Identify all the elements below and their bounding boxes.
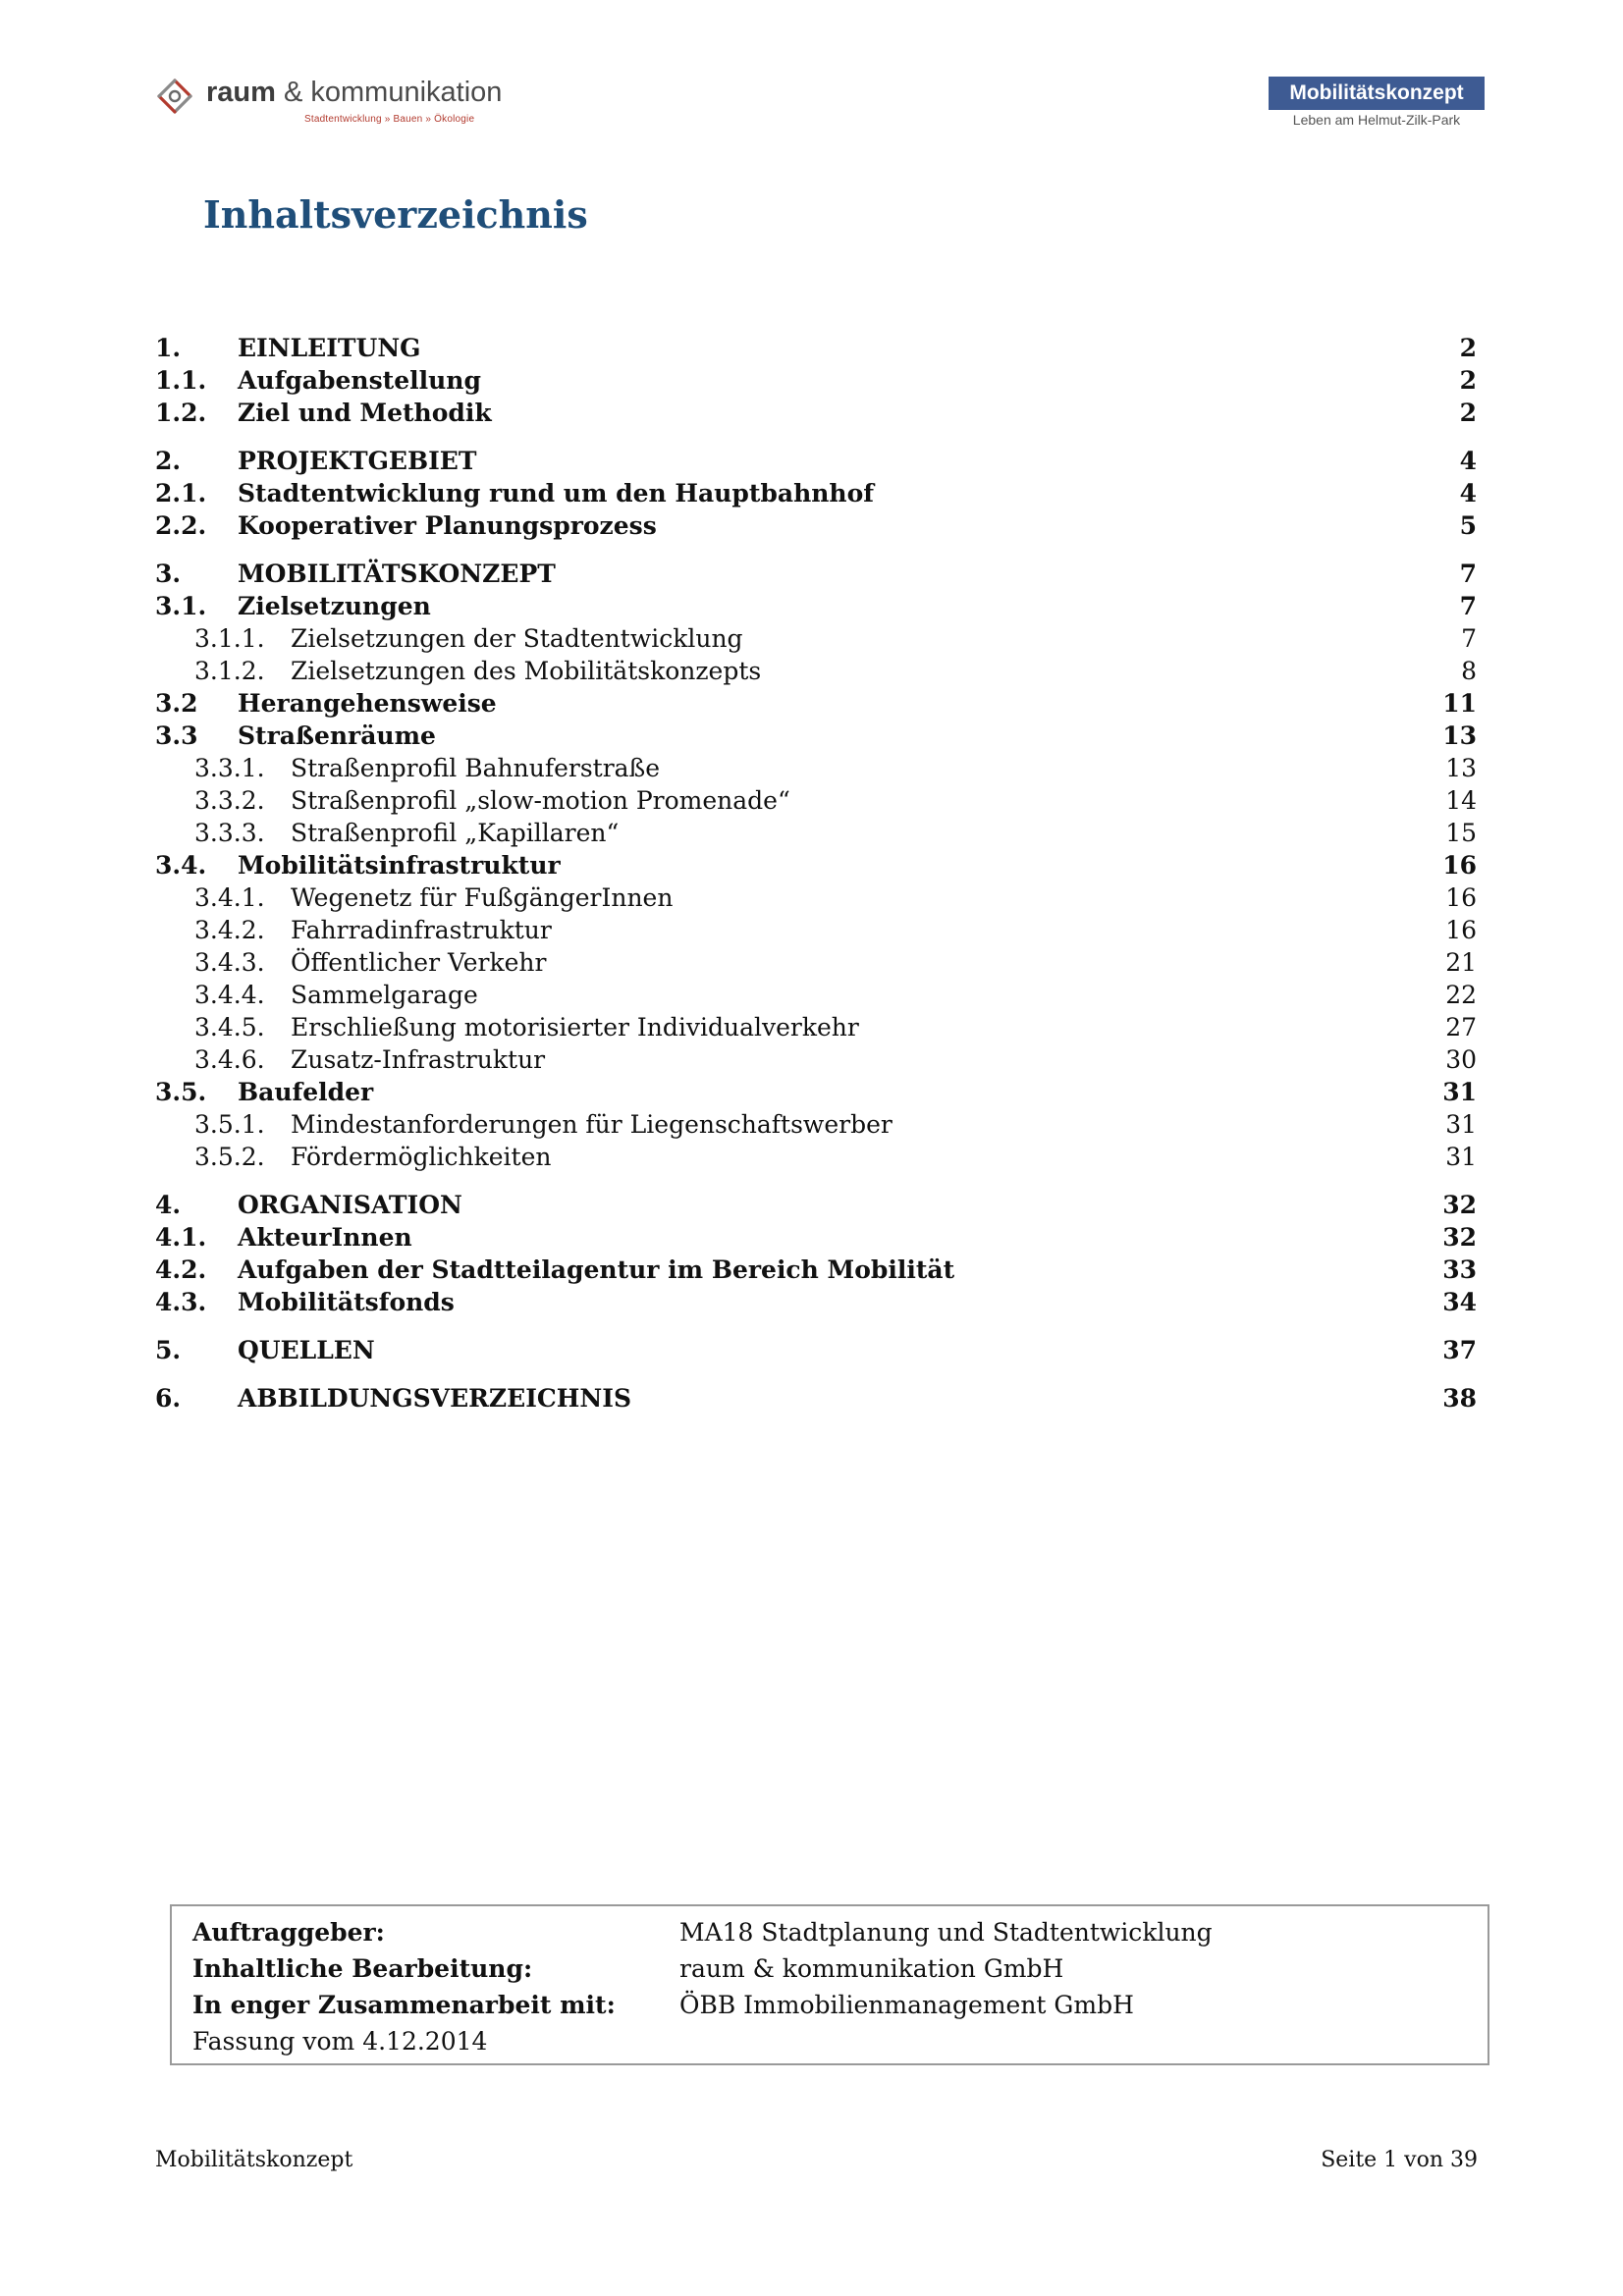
- toc-entry-number: 3.5.2.: [194, 1143, 265, 1171]
- logo-badge: Mobilitätskonzept: [1269, 77, 1485, 110]
- toc-entry-page: 7: [1459, 560, 1477, 588]
- table-of-contents: [155, 332, 1477, 1415]
- toc-entry-number: 1.1.: [155, 366, 207, 395]
- info-label: Inhaltliche Bearbeitung:: [192, 1954, 533, 1983]
- toc-entry[interactable]: [155, 590, 1477, 622]
- toc-entry-page: 30: [1445, 1045, 1477, 1074]
- toc-entry-title: ABBILDUNGSVERZEICHNIS: [238, 1384, 632, 1413]
- toc-entry-page: 2: [1459, 366, 1477, 395]
- logo-tagline: Stadtentwicklung » Bauen » Ökologie: [304, 114, 475, 125]
- toc-entry-number: 3.4.: [155, 851, 207, 880]
- toc-entry-number: 3.4.6.: [194, 1045, 265, 1074]
- toc-entry-page: 31: [1445, 1110, 1477, 1139]
- toc-entry-number: 3.3: [155, 721, 198, 750]
- toc-entry-page: 2: [1459, 334, 1477, 362]
- toc-entry[interactable]: [155, 752, 1477, 784]
- toc-entry-number: 3.5.1.: [194, 1110, 265, 1139]
- toc-entry-number: 3.5.: [155, 1078, 207, 1106]
- toc-entry-number: 4.3.: [155, 1288, 207, 1316]
- toc-entry[interactable]: [155, 979, 1477, 1011]
- toc-entry-page: 16: [1445, 916, 1477, 944]
- toc-entry-page: 38: [1442, 1384, 1477, 1413]
- toc-entry[interactable]: [155, 364, 1477, 397]
- toc-entry[interactable]: [155, 622, 1477, 655]
- toc-entry-number: 2.: [155, 447, 182, 475]
- toc-entry-title: Mindestanforderungen für Liegenschaftswerber: [291, 1110, 893, 1139]
- toc-entry[interactable]: [155, 687, 1477, 720]
- toc-entry-number: 4.2.: [155, 1255, 207, 1284]
- toc-entry-title: Straßenprofil „Kapillaren“: [291, 819, 620, 847]
- toc-entry-title: Aufgabenstellung: [238, 366, 481, 395]
- toc-entry-page: 32: [1442, 1223, 1477, 1252]
- toc-entry-title: QUELLEN: [238, 1336, 375, 1364]
- toc-entry-title: Kooperativer Planungsprozess: [238, 511, 657, 540]
- toc-entry-number: 4.1.: [155, 1223, 207, 1252]
- toc-entry[interactable]: [155, 655, 1477, 687]
- toc-entry-title: Mobilitätsfonds: [238, 1288, 455, 1316]
- toc-entry-page: 13: [1445, 754, 1477, 782]
- toc-entry[interactable]: [155, 1043, 1477, 1076]
- toc-entry[interactable]: [155, 1382, 1477, 1415]
- toc-entry-number: 3.4.2.: [194, 916, 265, 944]
- logo-diamond-icon: [155, 77, 194, 116]
- toc-entry-page: 34: [1442, 1288, 1477, 1316]
- toc-entry-number: 1.2.: [155, 399, 207, 427]
- toc-entry-title: Zielsetzungen der Stadtentwicklung: [291, 624, 743, 653]
- info-row-editor: [192, 1950, 1063, 1987]
- info-row-client: [192, 1914, 1213, 1950]
- toc-entry-page: 37: [1442, 1336, 1477, 1364]
- toc-entry-title: AkteurInnen: [238, 1223, 412, 1252]
- toc-entry-page: 5: [1459, 511, 1477, 540]
- toc-entry-number: 1.: [155, 334, 182, 362]
- toc-entry[interactable]: [155, 397, 1477, 429]
- toc-entry-number: 5.: [155, 1336, 182, 1364]
- toc-entry[interactable]: [155, 784, 1477, 817]
- toc-entry-page: 31: [1445, 1143, 1477, 1171]
- toc-entry-page: 11: [1442, 689, 1477, 718]
- info-label: Auftraggeber:: [192, 1918, 385, 1947]
- toc-entry-title: Fahrradinfrastruktur: [291, 916, 552, 944]
- toc-entry-title: Zielsetzungen: [238, 592, 431, 620]
- toc-entry[interactable]: [155, 1221, 1477, 1254]
- toc-entry-page: 16: [1445, 883, 1477, 912]
- toc-entry-page: 2: [1459, 399, 1477, 427]
- toc-entry[interactable]: [155, 332, 1477, 364]
- toc-entry-number: 6.: [155, 1384, 182, 1413]
- logo-wordmark: [206, 77, 502, 109]
- page-title: Inhaltsverzeichnis: [203, 192, 588, 237]
- toc-entry-page: 7: [1461, 624, 1477, 653]
- info-row-partner: [192, 1987, 1134, 2023]
- toc-entry[interactable]: [155, 1334, 1477, 1366]
- toc-entry-number: 3.4.5.: [194, 1013, 265, 1041]
- toc-entry-title: Ziel und Methodik: [238, 399, 492, 427]
- raum-kommunikation-logo: [155, 75, 568, 133]
- toc-entry-title: Erschließung motorisierter Individualverkehr: [291, 1013, 859, 1041]
- toc-entry-page: 32: [1442, 1191, 1477, 1219]
- logo-subtitle: Leben am Helmut-Zilk-Park: [1292, 112, 1461, 128]
- footer-page-number: Seite 1 von 39: [1321, 2148, 1478, 2172]
- toc-entry[interactable]: [155, 881, 1477, 914]
- toc-entry-title: Fördermöglichkeiten: [291, 1143, 552, 1171]
- toc-entry-title: Zusatz-Infrastruktur: [291, 1045, 546, 1074]
- toc-entry-title: MOBILITÄTSKONZEPT: [238, 560, 556, 588]
- toc-entry-title: Straßenräume: [238, 721, 436, 750]
- toc-entry-number: 3.1.: [155, 592, 207, 620]
- toc-entry-number: 3.: [155, 560, 182, 588]
- toc-entry-page: 15: [1445, 819, 1477, 847]
- toc-entry-page: 16: [1442, 851, 1477, 880]
- info-box: [170, 1904, 1489, 2065]
- toc-entry-number: 3.4.3.: [194, 948, 265, 977]
- footer-document-name: Mobilitätskonzept: [155, 2148, 353, 2172]
- toc-entry-number: 3.3.3.: [194, 819, 265, 847]
- toc-entry-title: Öffentlicher Verkehr: [291, 948, 547, 977]
- toc-entry[interactable]: [155, 1286, 1477, 1318]
- toc-entry-page: 14: [1445, 786, 1477, 815]
- toc-entry-page: 33: [1442, 1255, 1477, 1284]
- info-value: MA18 Stadtplanung und Stadtentwicklung: [679, 1918, 1213, 1947]
- toc-entry-number: 2.1.: [155, 479, 207, 507]
- toc-entry[interactable]: [155, 1108, 1477, 1141]
- toc-entry[interactable]: [155, 720, 1477, 752]
- toc-entry-title: EINLEITUNG: [238, 334, 421, 362]
- toc-entry[interactable]: [155, 477, 1477, 509]
- info-label: In enger Zusammenarbeit mit:: [192, 1991, 616, 2019]
- toc-entry-title: Zielsetzungen des Mobilitätskonzepts: [291, 657, 762, 685]
- toc-entry-page: 7: [1459, 592, 1477, 620]
- toc-entry-page: 8: [1461, 657, 1477, 685]
- toc-entry[interactable]: [155, 558, 1477, 590]
- toc-entry-page: 22: [1445, 981, 1477, 1009]
- toc-entry-title: Straßenprofil Bahnuferstraße: [291, 754, 661, 782]
- toc-entry-number: 3.1.1.: [194, 624, 265, 653]
- toc-entry[interactable]: [155, 946, 1477, 979]
- toc-entry[interactable]: [155, 445, 1477, 477]
- toc-entry-title: Straßenprofil „slow-motion Promenade“: [291, 786, 790, 815]
- mobilitaetskonzept-logo: [1265, 77, 1488, 132]
- toc-entry-number: 3.4.4.: [194, 981, 265, 1009]
- toc-entry-page: 4: [1459, 479, 1477, 507]
- toc-entry-number: 3.2: [155, 689, 198, 718]
- logo-name-rest: & kommunikation: [283, 77, 503, 108]
- toc-entry[interactable]: [155, 1254, 1477, 1286]
- toc-entry[interactable]: [155, 1189, 1477, 1221]
- toc-entry-title: Wegenetz für FußgängerInnen: [291, 883, 674, 912]
- toc-entry-page: 31: [1442, 1078, 1477, 1106]
- toc-entry-number: 3.3.1.: [194, 754, 265, 782]
- info-version: Fassung vom 4.12.2014: [192, 2027, 488, 2056]
- toc-entry-number: 3.3.2.: [194, 786, 265, 815]
- toc-entry[interactable]: [155, 817, 1477, 849]
- logo-name-bold: raum: [206, 77, 276, 108]
- info-value: raum & kommunikation GmbH: [679, 1954, 1064, 1983]
- toc-entry-title: Baufelder: [238, 1078, 374, 1106]
- toc-entry-title: Sammelgarage: [291, 981, 478, 1009]
- toc-entry[interactable]: [155, 1141, 1477, 1173]
- toc-entry-title: Mobilitätsinfrastruktur: [238, 851, 561, 880]
- toc-entry[interactable]: [155, 1011, 1477, 1043]
- toc-entry-title: Herangehensweise: [238, 689, 497, 718]
- toc-entry[interactable]: [155, 509, 1477, 542]
- toc-entry[interactable]: [155, 1076, 1477, 1108]
- toc-entry-title: PROJEKTGEBIET: [238, 447, 477, 475]
- toc-entry-title: Aufgaben der Stadtteilagentur im Bereich Mobilität: [238, 1255, 955, 1284]
- toc-entry-page: 13: [1442, 721, 1477, 750]
- toc-entry-number: 3.4.1.: [194, 883, 265, 912]
- toc-entry-number: 4.: [155, 1191, 182, 1219]
- toc-entry-page: 21: [1445, 948, 1477, 977]
- toc-entry-number: 3.1.2.: [194, 657, 265, 685]
- info-value: ÖBB Immobilienmanagement GmbH: [679, 1991, 1134, 2019]
- toc-entry-number: 2.2.: [155, 511, 207, 540]
- toc-entry-page: 27: [1445, 1013, 1477, 1041]
- toc-entry[interactable]: [155, 849, 1477, 881]
- toc-entry[interactable]: [155, 914, 1477, 946]
- toc-entry-title: Stadtentwicklung rund um den Hauptbahnhof: [238, 479, 875, 507]
- toc-entry-page: 4: [1459, 447, 1477, 475]
- toc-entry-title: ORGANISATION: [238, 1191, 462, 1219]
